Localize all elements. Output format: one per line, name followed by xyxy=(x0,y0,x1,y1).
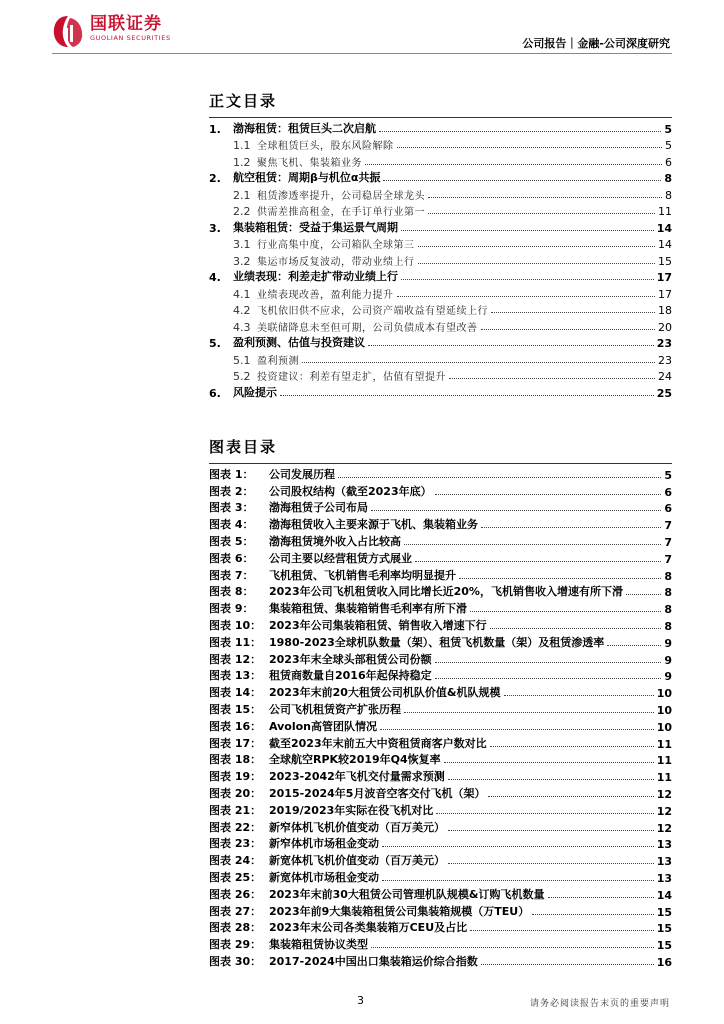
toc-entry-page: 17 xyxy=(656,271,672,284)
figure-label: 图表 8： xyxy=(209,585,254,599)
figure-page: 7 xyxy=(664,552,672,566)
figure-page: 15 xyxy=(656,939,672,953)
figure-page: 9 xyxy=(664,653,672,667)
figure-list-row[interactable] xyxy=(209,515,672,532)
toc-title: 正文目录 xyxy=(209,92,278,110)
figure-label: 图表 1： xyxy=(209,467,254,481)
toc-entry-title: 美联储降息未至但可期，公司负债成本有望改善 xyxy=(257,322,478,334)
figure-list-row[interactable] xyxy=(209,717,672,734)
dot-leader xyxy=(607,645,661,646)
figure-page: 11 xyxy=(656,771,672,785)
toc-entry-title: 盈利预测 xyxy=(257,355,299,367)
dot-leader xyxy=(490,746,654,747)
dot-leader xyxy=(436,813,653,814)
figure-title: Avolon高管团队情况 xyxy=(269,719,378,733)
dot-leader xyxy=(548,897,654,898)
toc-entry-page: 8 xyxy=(665,188,672,202)
figure-title: 集装箱租赁、集装箱销售毛利率有所下滑 xyxy=(269,602,467,616)
dot-leader xyxy=(418,246,656,247)
figure-page: 10 xyxy=(656,687,672,701)
figure-list-row[interactable] xyxy=(209,566,672,583)
toc-subsection-row[interactable] xyxy=(209,185,672,202)
figure-label: 图表 20： xyxy=(209,786,262,800)
dot-leader xyxy=(481,527,661,528)
figure-list-row[interactable] xyxy=(209,801,672,818)
figure-page: 8 xyxy=(664,603,672,617)
toc-entry-title: 投资建议：利差有望走扩，估值有望提升 xyxy=(257,372,446,383)
dot-leader xyxy=(428,197,662,198)
dot-leader xyxy=(382,846,654,847)
toc-subsection-row[interactable] xyxy=(209,251,672,268)
dot-leader xyxy=(401,279,654,280)
figure-list-row[interactable] xyxy=(209,919,672,936)
figure-list-row[interactable] xyxy=(209,549,672,566)
toc-section-row[interactable] xyxy=(209,169,672,186)
dot-leader xyxy=(448,779,654,780)
figure-label: 图表 23： xyxy=(209,837,262,851)
figure-list-row[interactable] xyxy=(209,935,672,952)
toc-entry-number: 3.2 xyxy=(233,254,251,268)
toc-section-row[interactable] xyxy=(209,268,672,285)
toc-entry-number: 1.1 xyxy=(233,139,251,152)
figure-page: 14 xyxy=(656,888,672,902)
toc-entry-number: 4. xyxy=(209,271,221,284)
report-type: 公司报告｜金融-公司深度研究 xyxy=(522,37,670,50)
dot-leader xyxy=(448,830,654,831)
figure-label: 图表 13： xyxy=(209,669,262,683)
figure-list-row[interactable] xyxy=(209,868,672,885)
dot-leader xyxy=(368,345,654,346)
toc-entry-page: 8 xyxy=(664,172,672,185)
dot-leader xyxy=(491,312,655,313)
dot-leader xyxy=(435,494,662,495)
figure-list-row[interactable] xyxy=(209,902,672,919)
figure-title: 公司主要以经营租赁方式展业 xyxy=(269,551,412,565)
logo-chinese-name: 国联证券 xyxy=(90,14,162,34)
figure-page: 5 xyxy=(664,468,672,482)
figure-page: 8 xyxy=(664,586,672,600)
toc-entry-title: 航空租赁：周期β与机位α共振 xyxy=(233,171,381,184)
figure-title: 全球航空RPK较2019年Q4恢复率 xyxy=(269,753,441,767)
figure-page: 8 xyxy=(664,619,672,633)
figure-list-row[interactable] xyxy=(209,767,672,784)
dot-leader xyxy=(338,477,661,478)
toc-entry-number: 6. xyxy=(209,386,221,400)
dot-leader xyxy=(490,628,662,629)
toc-entry-number: 2.1 xyxy=(233,188,251,202)
figures-title: 图表目录 xyxy=(209,438,278,456)
figure-page: 12 xyxy=(656,804,672,818)
figure-label: 图表 27： xyxy=(209,904,262,918)
figure-title: 公司股权结构（截至2023年底） xyxy=(269,484,432,498)
figure-title: 租赁商数量自2016年起保持稳定 xyxy=(269,669,432,683)
toc-entry-number: 3.1 xyxy=(233,238,251,251)
figure-list-row[interactable] xyxy=(209,683,672,700)
figure-page: 7 xyxy=(664,519,672,533)
toc-entry-number: 4.2 xyxy=(233,304,251,317)
toc-entry-number: 1. xyxy=(209,122,221,136)
figure-list-row[interactable] xyxy=(209,700,672,717)
figure-page: 9 xyxy=(664,636,672,650)
figure-label: 图表 3： xyxy=(209,501,254,515)
dot-leader xyxy=(280,395,654,396)
toc-entry-title: 聚焦飞机、集装箱业务 xyxy=(257,157,362,169)
dot-leader xyxy=(401,230,654,231)
figure-title: 公司发展历程 xyxy=(269,467,335,481)
toc-entry-page: 5 xyxy=(664,122,672,136)
figure-title: 2023年前9大集装箱租赁公司集装箱规模（万TEU） xyxy=(269,904,530,918)
figure-page: 8 xyxy=(664,569,672,583)
figure-label: 图表 7： xyxy=(209,568,254,582)
figure-label: 图表 19： xyxy=(209,770,262,784)
figure-title: 渤海租赁收入主要来源于飞机、集装箱业务 xyxy=(269,518,478,532)
toc-entry-number: 5.1 xyxy=(233,353,251,367)
figure-page: 15 xyxy=(656,905,672,919)
dot-leader xyxy=(459,578,661,579)
toc-section-row[interactable] xyxy=(209,334,672,351)
figure-page: 6 xyxy=(664,485,672,499)
toc-entry-page: 25 xyxy=(656,386,672,400)
figure-label: 图表 2： xyxy=(209,484,254,498)
toc-subsection-row[interactable] xyxy=(209,350,672,367)
figure-title: 2017-2024中国出口集装箱运价综合指数 xyxy=(269,954,478,968)
figure-list-row[interactable] xyxy=(209,667,672,684)
figure-title: 新宽体机市场租金变动 xyxy=(269,870,379,884)
figure-title: 飞机租赁、飞机销售毛利率均明显提升 xyxy=(269,568,456,582)
figure-title: 2023年公司集装箱租赁、销售收入增速下行 xyxy=(269,618,487,632)
figure-title: 2023年末前30大租赁公司管理机队规模&订购飞机数量 xyxy=(269,887,545,901)
dot-leader xyxy=(380,729,654,730)
figure-label: 图表 29： xyxy=(209,938,262,952)
toc-entry-title: 风险提示 xyxy=(233,385,277,399)
figure-page: 10 xyxy=(656,720,672,734)
toc-entry-number: 5.2 xyxy=(233,370,251,383)
figure-title: 新窄体机飞机价值变动（百万美元） xyxy=(269,820,445,834)
figure-list-row[interactable] xyxy=(209,499,672,516)
toc-entry-number: 2. xyxy=(209,172,221,185)
toc-subsection-row[interactable] xyxy=(209,317,672,334)
figure-list-row[interactable] xyxy=(209,532,672,549)
dot-leader xyxy=(404,712,654,713)
toc-entry-page: 14 xyxy=(658,238,672,251)
figure-label: 图表 6： xyxy=(209,551,254,565)
toc-subsection-row[interactable] xyxy=(209,152,672,169)
figure-page: 16 xyxy=(656,955,672,969)
toc-subsection-row[interactable] xyxy=(209,235,672,252)
dot-leader xyxy=(428,213,655,214)
figure-label: 图表 14： xyxy=(209,686,262,700)
toc-entry-title: 飞机依旧供不应求，公司资产端收益有望延续上行 xyxy=(257,306,488,317)
dot-leader xyxy=(435,662,662,663)
toc-entry-number: 2.2 xyxy=(233,205,251,218)
toc-entry-number: 5. xyxy=(209,337,221,350)
toc-subsection-row[interactable] xyxy=(209,284,672,301)
dot-leader xyxy=(504,695,654,696)
figure-list-row[interactable] xyxy=(209,734,672,751)
figure-title: 集装箱租赁协议类型 xyxy=(269,938,368,952)
guolian-logo-icon xyxy=(52,14,84,48)
figure-page: 12 xyxy=(656,787,672,801)
figure-label: 图表 30： xyxy=(209,954,262,968)
figure-list-row[interactable] xyxy=(209,952,672,969)
toc-entry-page: 15 xyxy=(658,254,672,268)
figure-list-row[interactable] xyxy=(209,633,672,650)
toc-entry-number: 4.3 xyxy=(233,320,251,334)
toc-entry-page: 14 xyxy=(656,221,672,235)
figure-page: 13 xyxy=(656,871,672,885)
figure-label: 图表 15： xyxy=(209,702,262,716)
figure-page: 7 xyxy=(664,535,672,549)
figure-list-row[interactable] xyxy=(209,599,672,616)
dot-leader xyxy=(532,914,653,915)
dot-leader xyxy=(418,263,656,264)
figure-list-row[interactable] xyxy=(209,482,672,499)
page-header xyxy=(0,0,724,62)
figure-label: 图表 9： xyxy=(209,602,254,616)
toc-entry-page: 24 xyxy=(658,370,672,383)
dot-leader xyxy=(488,796,653,797)
dot-leader xyxy=(470,611,661,612)
toc-section-row[interactable] xyxy=(209,218,672,235)
figure-title: 1980-2023全球机队数量（架）、租赁飞机数量（架）及租赁渗透率 xyxy=(269,635,605,649)
figure-title: 新窄体机市场租金变动 xyxy=(269,837,379,851)
toc-subsection-row[interactable] xyxy=(209,301,672,318)
figure-label: 图表 28： xyxy=(209,921,262,935)
figure-label: 图表 18： xyxy=(209,753,262,767)
figure-list-row[interactable] xyxy=(209,818,672,835)
toc-entry-page: 6 xyxy=(665,155,672,169)
figure-page: 11 xyxy=(656,754,672,768)
figure-title: 2019/2023年实际在役飞机对比 xyxy=(269,803,434,817)
dot-leader xyxy=(435,678,662,679)
figure-title: 2023年末公司各类集装箱万CEU及占比 xyxy=(269,921,468,935)
figure-label: 图表 25： xyxy=(209,870,262,884)
toc-entry-title: 集装箱租赁：受益于集运景气周期 xyxy=(233,220,398,234)
toc-entry-number: 4.1 xyxy=(233,287,251,301)
dot-leader xyxy=(404,544,661,545)
logo-wordmark xyxy=(90,14,171,42)
dot-leader xyxy=(371,947,654,948)
figure-label: 图表 10： xyxy=(209,618,262,632)
toc-section-row[interactable] xyxy=(209,383,672,400)
figure-list-row[interactable] xyxy=(209,616,672,633)
dot-leader xyxy=(383,180,661,181)
figure-list-row[interactable] xyxy=(209,784,672,801)
dot-leader xyxy=(449,378,655,379)
figure-title: 2023年末全球头部租赁公司份额 xyxy=(269,652,432,666)
figure-label: 图表 21： xyxy=(209,803,262,817)
toc-subsection-row[interactable] xyxy=(209,136,672,153)
dot-leader xyxy=(302,362,655,363)
dot-leader xyxy=(481,329,656,330)
toc-entry-title: 全球租赁巨头，股东风险解除 xyxy=(257,141,394,152)
figure-label: 图表 4： xyxy=(209,518,254,532)
dot-leader xyxy=(397,147,663,148)
figure-label: 图表 12： xyxy=(209,652,262,666)
company-logo xyxy=(52,14,171,48)
figure-title: 2023-2042年飞机交付量需求预测 xyxy=(269,770,445,784)
toc-entry-title: 行业高集中度，公司箱队全球第三 xyxy=(257,240,415,251)
figure-page: 13 xyxy=(656,855,672,869)
figure-page: 10 xyxy=(656,703,672,717)
toc-entry-number: 1.2 xyxy=(233,155,251,169)
dot-leader xyxy=(379,131,661,132)
figure-page: 6 xyxy=(664,502,672,516)
figure-list-row[interactable] xyxy=(209,583,672,600)
toc-subsection-row[interactable] xyxy=(209,202,672,219)
dot-leader xyxy=(444,762,654,763)
dot-leader xyxy=(626,594,661,595)
figure-list-row[interactable] xyxy=(209,465,672,482)
figure-page: 11 xyxy=(656,737,672,751)
toc-entry-page: 17 xyxy=(658,287,672,301)
figure-page: 9 xyxy=(664,670,672,684)
figure-label: 图表 5： xyxy=(209,534,254,548)
figures-top-rule xyxy=(209,463,672,464)
dot-leader xyxy=(448,863,654,864)
figure-list-row[interactable] xyxy=(209,885,672,902)
toc-entry-page: 5 xyxy=(665,139,672,152)
figure-label: 图表 17： xyxy=(209,736,262,750)
toc-subsection-row[interactable] xyxy=(209,367,672,384)
table-of-contents xyxy=(209,117,672,400)
dot-leader xyxy=(415,561,661,562)
figure-page: 12 xyxy=(656,821,672,835)
figure-list-row[interactable] xyxy=(209,851,672,868)
figure-list-row[interactable] xyxy=(209,835,672,852)
toc-entry-title: 集运市场反复波动，带动业绩上行 xyxy=(257,256,415,268)
logo-english-name: GUOLIAN SECURITIES xyxy=(90,34,171,42)
toc-section-row[interactable] xyxy=(209,119,672,136)
dot-leader xyxy=(371,510,661,511)
figure-title: 截至2023年末前五大中资租赁商客户数对比 xyxy=(269,736,487,750)
toc-entry-page: 20 xyxy=(658,320,672,334)
figure-title: 2015-2024年5月波音空客交付飞机（架） xyxy=(269,786,486,800)
figure-list-row[interactable] xyxy=(209,751,672,768)
toc-entry-title: 盈利预测、估值与投资建议 xyxy=(233,336,365,349)
figure-title: 渤海租赁子公司布局 xyxy=(269,501,368,515)
list-of-figures xyxy=(209,463,672,969)
figure-page: 15 xyxy=(656,922,672,936)
figure-page: 13 xyxy=(656,838,672,852)
figure-label: 图表 22： xyxy=(209,820,262,834)
page-number: 3 xyxy=(357,994,364,1007)
figure-title: 2023年末前20大租赁公司机队价值&机队规模 xyxy=(269,686,501,700)
toc-entry-title: 供需差推高租金，在手订单行业第一 xyxy=(257,207,425,218)
footer-disclaimer: 请务必阅读报告末页的重要声明 xyxy=(529,999,670,1009)
figure-title: 新宽体机飞机价值变动（百万美元） xyxy=(269,854,445,868)
toc-entry-title: 业绩表现：利差走扩带动业绩上行 xyxy=(233,270,398,283)
figure-label: 图表 11： xyxy=(209,635,262,649)
toc-entry-title: 租赁渗透率提升，公司稳居全球龙头 xyxy=(257,190,425,202)
figure-list-row[interactable] xyxy=(209,650,672,667)
toc-entry-page: 11 xyxy=(658,205,672,218)
figure-title: 渤海租赁境外收入占比较高 xyxy=(269,534,401,548)
toc-entry-title: 业绩表现改善，盈利能力提升 xyxy=(257,289,394,301)
dot-leader xyxy=(397,296,656,297)
toc-top-rule xyxy=(209,117,672,118)
header-divider xyxy=(52,53,672,54)
figure-title: 2023年公司飞机租赁收入同比增长近20%，飞机销售收入增速有所下滑 xyxy=(269,585,623,599)
toc-entry-page: 23 xyxy=(656,337,672,350)
toc-entry-page: 23 xyxy=(658,353,672,367)
figure-label: 图表 24： xyxy=(209,854,262,868)
dot-leader xyxy=(470,930,654,931)
toc-entry-page: 18 xyxy=(658,304,672,317)
dot-leader xyxy=(365,164,662,165)
toc-entry-title: 渤海租赁：租赁巨头二次启航 xyxy=(233,121,376,135)
toc-entry-number: 3. xyxy=(209,221,221,235)
dot-leader xyxy=(382,880,654,881)
dot-leader xyxy=(481,964,654,965)
figure-label: 图表 16： xyxy=(209,719,262,733)
figure-label: 图表 26： xyxy=(209,887,262,901)
figure-title: 公司飞机租赁资产扩张历程 xyxy=(269,702,401,716)
